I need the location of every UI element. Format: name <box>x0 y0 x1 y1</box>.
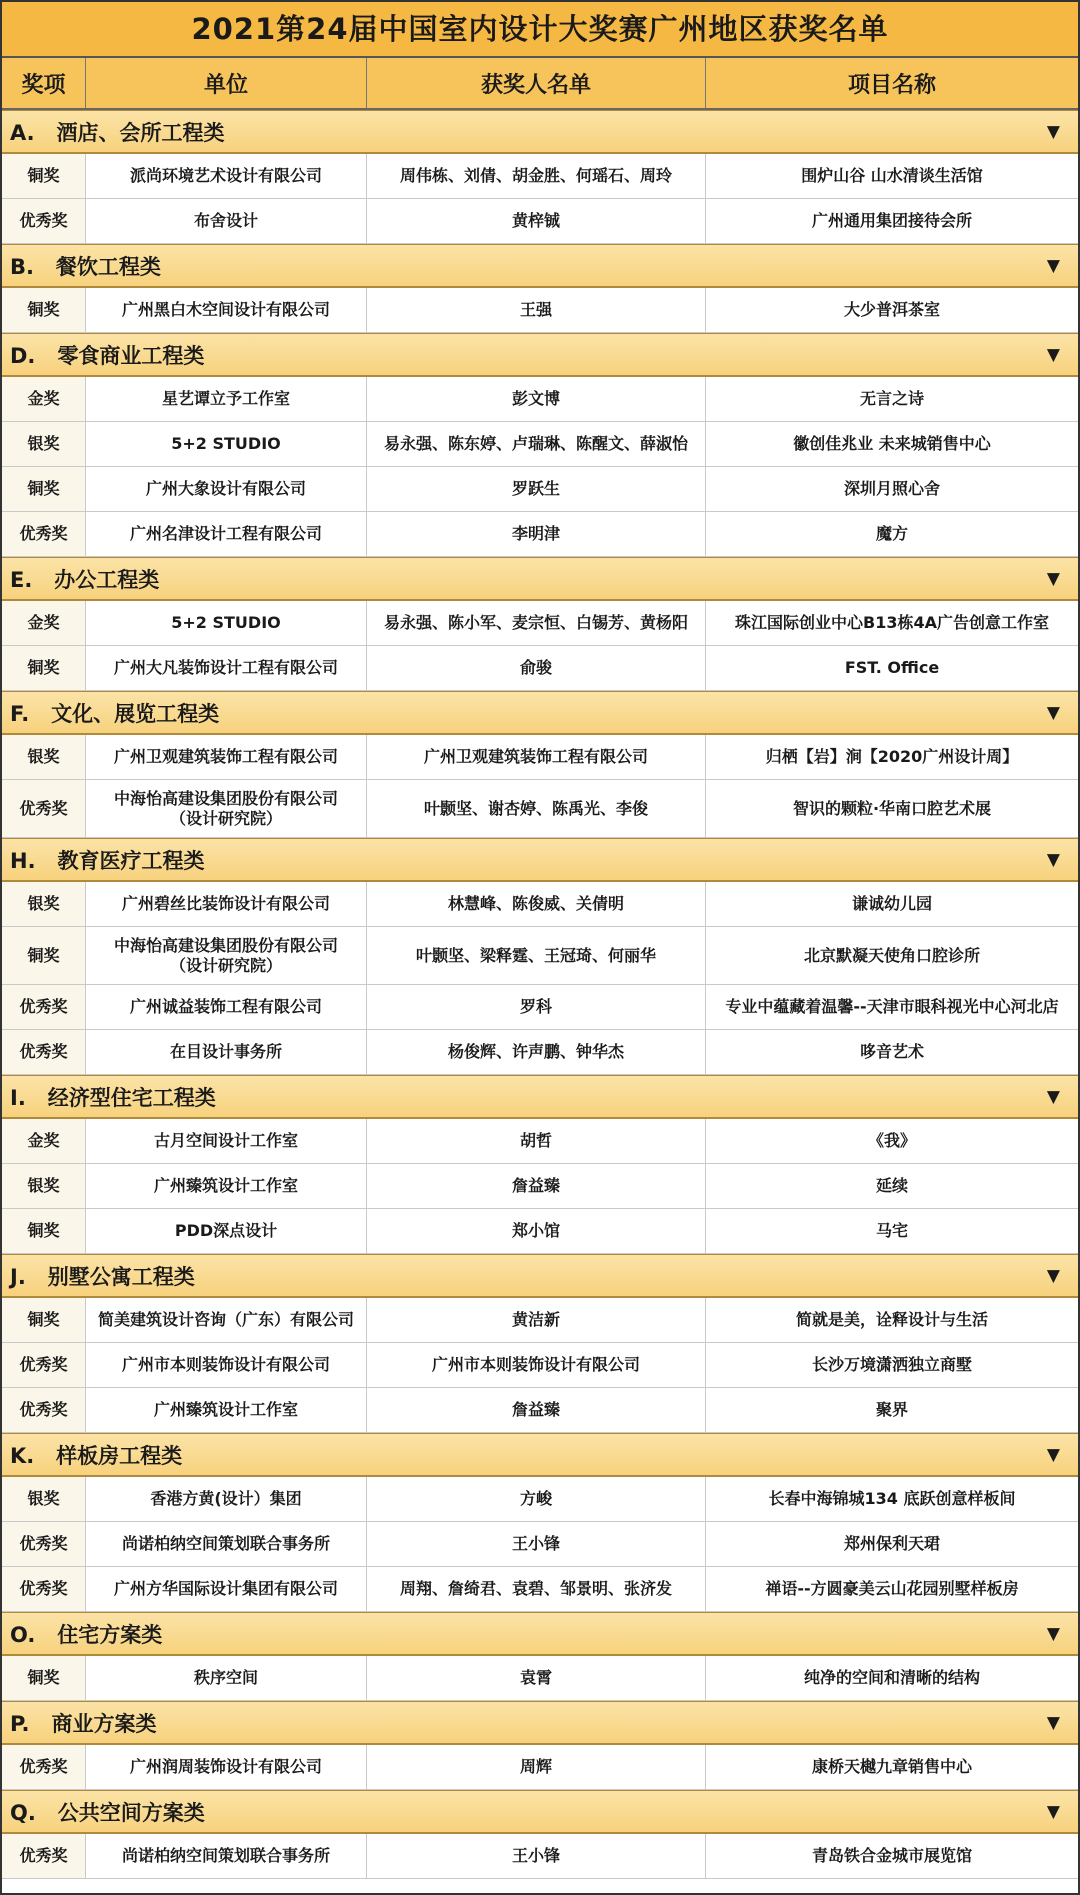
category-label: H. 教育医疗工程类 <box>10 848 205 873</box>
award-cell: 优秀奖 <box>2 512 86 556</box>
project-cell: 专业中蕴藏着温馨--天津市眼科视光中心河北店 <box>725 997 1059 1016</box>
project-cell: 《我》 <box>867 1131 916 1150</box>
table-row <box>2 154 1078 199</box>
winners-cell: 周伟栋、刘倩、胡金胜、何瑶石、周玲 <box>367 154 706 198</box>
project-cell: 大少普洱茶室 <box>843 300 940 319</box>
project-cell: 谦诚幼儿园 <box>851 894 932 913</box>
category-label: J. 别墅公寓工程类 <box>10 1264 195 1289</box>
unit-cell: 星艺谭立予工作室 <box>86 377 367 421</box>
award-cell: 铜奖 <box>2 154 86 198</box>
chevron-down-icon[interactable]: ▼ <box>1046 1444 1060 1465</box>
winners-cell: 叶颢坚、梁释霆、王冠琦、何丽华 <box>367 927 706 984</box>
project-cell: 广州通用集团接待会所 <box>811 211 972 230</box>
winners-cell: 周辉 <box>367 1745 706 1789</box>
header-award: 奖项 <box>2 58 86 108</box>
project-cell: FST. Office <box>844 658 940 677</box>
project-cell: 归栖【岩】涧【2020广州设计周】 <box>765 747 1019 766</box>
category-header[interactable] <box>2 1701 1078 1745</box>
project-cell: 长沙万境潇洒独立商墅 <box>811 1355 972 1374</box>
table-row <box>2 780 1078 838</box>
category-header[interactable] <box>2 557 1078 601</box>
category-header[interactable] <box>2 1075 1078 1119</box>
chevron-down-icon[interactable]: ▼ <box>1046 121 1060 142</box>
table-row <box>2 1119 1078 1164</box>
unit-cell: 广州臻筑设计工作室 <box>86 1164 367 1208</box>
award-cell: 优秀奖 <box>2 1388 86 1432</box>
category-header[interactable] <box>2 333 1078 377</box>
table-row <box>2 512 1078 557</box>
unit-cell: 广州润周装饰设计有限公司 <box>86 1745 367 1789</box>
award-cell: 铜奖 <box>2 288 86 332</box>
table-row <box>2 1209 1078 1254</box>
award-cell: 银奖 <box>2 422 86 466</box>
category-header[interactable] <box>2 110 1078 154</box>
winners-cell: 罗跃生 <box>367 467 706 511</box>
table-row <box>2 1298 1078 1343</box>
category-header[interactable] <box>2 1254 1078 1298</box>
unit-cell: 广州卫观建筑装饰工程有限公司 <box>86 735 367 779</box>
award-cell: 优秀奖 <box>2 1343 86 1387</box>
unit-cell: PDD深点设计 <box>86 1209 367 1253</box>
award-cell: 铜奖 <box>2 467 86 511</box>
chevron-down-icon[interactable]: ▼ <box>1046 344 1060 365</box>
category-header[interactable] <box>2 691 1078 735</box>
chevron-down-icon[interactable]: ▼ <box>1046 1801 1060 1822</box>
unit-cell: 在目设计事务所 <box>86 1030 367 1074</box>
project-cell: 徽创佳兆业 未来城销售中心 <box>793 434 991 453</box>
table-row <box>2 1030 1078 1075</box>
project-cell: 延续 <box>875 1176 908 1195</box>
category-header[interactable] <box>2 1433 1078 1477</box>
unit-cell: 广州市本则装饰设计有限公司 <box>86 1343 367 1387</box>
award-cell: 优秀奖 <box>2 985 86 1029</box>
unit-cell: 古月空间设计工作室 <box>86 1119 367 1163</box>
award-cell: 银奖 <box>2 1477 86 1521</box>
unit-cell: 广州诚益装饰工程有限公司 <box>86 985 367 1029</box>
category-label: P. 商业方案类 <box>10 1711 157 1736</box>
unit-cell: 广州大凡装饰设计工程有限公司 <box>86 646 367 690</box>
award-cell: 金奖 <box>2 601 86 645</box>
award-cell: 银奖 <box>2 1164 86 1208</box>
table-row <box>2 288 1078 333</box>
chevron-down-icon[interactable]: ▼ <box>1046 702 1060 723</box>
project-cell: 纯净的空间和清晰的结构 <box>803 1668 980 1687</box>
table-row <box>2 1656 1078 1701</box>
unit-cell: 广州名津设计工程有限公司 <box>86 512 367 556</box>
table-body <box>2 110 1078 1879</box>
category-label: Q. 公共空间方案类 <box>10 1800 205 1825</box>
winners-cell: 袁霄 <box>367 1656 706 1700</box>
unit-cell: 广州方华国际设计集团有限公司 <box>86 1567 367 1611</box>
chevron-down-icon[interactable]: ▼ <box>1046 255 1060 276</box>
winners-cell: 黄梓铖 <box>367 199 706 243</box>
category-label: B. 餐饮工程类 <box>10 254 161 279</box>
project-cell: 简就是美，诠释设计与生活 <box>795 1310 988 1329</box>
table-row <box>2 985 1078 1030</box>
table-row <box>2 1343 1078 1388</box>
winners-cell: 广州卫观建筑装饰工程有限公司 <box>367 735 706 779</box>
project-cell: 禅语--方圆豪美云山花园别墅样板房 <box>765 1579 1019 1598</box>
unit-cell: 简美建筑设计咨询（广东）有限公司 <box>86 1298 367 1342</box>
winners-cell: 王小锋 <box>367 1522 706 1566</box>
winners-cell: 方峻 <box>367 1477 706 1521</box>
winners-cell: 詹益臻 <box>367 1164 706 1208</box>
chevron-down-icon[interactable]: ▼ <box>1046 568 1060 589</box>
winners-cell: 郑小馆 <box>367 1209 706 1253</box>
award-cell: 铜奖 <box>2 1298 86 1342</box>
category-header[interactable] <box>2 838 1078 882</box>
unit-cell: 中海怡高建设集团股份有限公司 （设计研究院） <box>86 927 367 984</box>
table-row <box>2 735 1078 780</box>
award-cell: 铜奖 <box>2 1209 86 1253</box>
unit-cell: 广州黑白木空间设计有限公司 <box>86 288 367 332</box>
award-cell: 优秀奖 <box>2 1567 86 1611</box>
category-label: D. 零食商业工程类 <box>10 343 205 368</box>
project-cell: 郑州保利天珺 <box>843 1534 940 1553</box>
winners-cell: 李明津 <box>367 512 706 556</box>
category-header[interactable] <box>2 1612 1078 1656</box>
project-cell: 聚界 <box>875 1400 908 1419</box>
award-cell: 优秀奖 <box>2 1745 86 1789</box>
page-title: 2021第24届中国室内设计大奖赛广州地区获奖名单 <box>2 2 1078 58</box>
category-header[interactable] <box>2 1790 1078 1834</box>
category-header[interactable] <box>2 244 1078 288</box>
award-cell: 优秀奖 <box>2 199 86 243</box>
category-label: O. 住宅方案类 <box>10 1622 163 1647</box>
unit-cell: 广州大象设计有限公司 <box>86 467 367 511</box>
category-label: F. 文化、展览工程类 <box>10 701 220 726</box>
unit-cell: 5+2 STUDIO <box>86 422 367 466</box>
award-cell: 铜奖 <box>2 1656 86 1700</box>
winners-cell: 詹益臻 <box>367 1388 706 1432</box>
winners-cell: 胡哲 <box>367 1119 706 1163</box>
project-cell: 哆音艺术 <box>859 1042 924 1061</box>
winners-cell: 林慧峰、陈俊威、关倩明 <box>367 882 706 926</box>
unit-cell: 5+2 STUDIO <box>86 601 367 645</box>
award-cell: 铜奖 <box>2 646 86 690</box>
project-cell: 青岛铁合金城市展览馆 <box>811 1846 972 1865</box>
winners-cell: 王强 <box>367 288 706 332</box>
unit-cell: 秩序空间 <box>86 1656 367 1700</box>
project-cell: 无言之诗 <box>859 389 924 408</box>
unit-cell: 布舍设计 <box>86 199 367 243</box>
unit-cell: 尚诺柏纳空间策划联合事务所 <box>86 1834 367 1878</box>
award-cell: 优秀奖 <box>2 1834 86 1878</box>
table-row <box>2 199 1078 244</box>
unit-cell: 广州碧丝比装饰设计有限公司 <box>86 882 367 926</box>
header-project: 项目名称 <box>847 72 936 98</box>
category-label: E. 办公工程类 <box>10 567 160 592</box>
unit-cell: 广州臻筑设计工作室 <box>86 1388 367 1432</box>
project-cell: 长春中海锦城134 底跃创意样板间 <box>768 1489 1016 1508</box>
project-cell: 珠江国际创业中心B13栋4A广告创意工作室 <box>735 613 1049 632</box>
award-cell: 金奖 <box>2 1119 86 1163</box>
table-row <box>2 1745 1078 1790</box>
table-row <box>2 1388 1078 1433</box>
award-cell: 铜奖 <box>2 927 86 984</box>
table-row <box>2 1522 1078 1567</box>
table-row <box>2 467 1078 512</box>
category-label: K. 样板房工程类 <box>10 1443 183 1468</box>
award-cell: 优秀奖 <box>2 780 86 837</box>
project-cell: 北京默凝天使角口腔诊所 <box>803 945 980 965</box>
table-row <box>2 927 1078 985</box>
unit-cell: 中海怡高建设集团股份有限公司 （设计研究院） <box>86 780 367 837</box>
table-row <box>2 646 1078 691</box>
project-cell: 智识的颗粒·华南口腔艺术展 <box>792 798 992 818</box>
winners-cell: 周翔、詹绮君、袁碧、邹景明、张济发 <box>367 1567 706 1611</box>
award-cell: 金奖 <box>2 377 86 421</box>
table-row <box>2 1567 1078 1612</box>
unit-cell: 香港方黄(设计）集团 <box>86 1477 367 1521</box>
project-cell: 围炉山谷 山水清谈生活馆 <box>801 166 983 185</box>
winners-cell: 杨俊辉、许声鹏、钟华杰 <box>367 1030 706 1074</box>
table-row <box>2 377 1078 422</box>
winners-cell: 黄洁新 <box>367 1298 706 1342</box>
winners-cell: 叶颢坚、谢杏婷、陈禹光、李俊 <box>367 780 706 837</box>
winners-cell: 易永强、陈东婷、卢瑞琳、陈醒文、薛淑怡 <box>367 422 706 466</box>
header-unit: 单位 <box>86 58 367 108</box>
table-row <box>2 601 1078 646</box>
award-cell: 优秀奖 <box>2 1522 86 1566</box>
winners-cell: 彭文博 <box>367 377 706 421</box>
project-cell: 康桥天樾九章销售中心 <box>811 1757 972 1776</box>
project-cell: 魔方 <box>875 524 908 543</box>
chevron-down-icon[interactable]: ▼ <box>1046 1712 1060 1733</box>
chevron-down-icon[interactable]: ▼ <box>1046 1086 1060 1107</box>
winners-cell: 易永强、陈小军、麦宗恒、白锡芳、黄杨阳 <box>367 601 706 645</box>
table-row <box>2 1164 1078 1209</box>
project-cell: 深圳月照心舍 <box>843 479 940 498</box>
chevron-down-icon[interactable]: ▼ <box>1046 1265 1060 1286</box>
project-cell: 马宅 <box>875 1221 908 1240</box>
chevron-down-icon[interactable]: ▼ <box>1046 849 1060 870</box>
unit-cell: 派尚环境艺术设计有限公司 <box>86 154 367 198</box>
category-label: A. 酒店、会所工程类 <box>10 120 225 145</box>
table-header <box>2 58 1078 110</box>
winners-cell: 王小锋 <box>367 1834 706 1878</box>
table-row <box>2 1477 1078 1522</box>
table-row <box>2 882 1078 927</box>
winners-cell: 罗科 <box>367 985 706 1029</box>
winners-cell: 广州市本则装饰设计有限公司 <box>367 1343 706 1387</box>
award-cell: 优秀奖 <box>2 1030 86 1074</box>
winners-cell: 俞骏 <box>367 646 706 690</box>
table-row <box>2 422 1078 467</box>
table-row <box>2 1834 1078 1879</box>
award-cell: 银奖 <box>2 735 86 779</box>
category-label: I. 经济型住宅工程类 <box>10 1085 216 1110</box>
unit-cell: 尚诺柏纳空间策划联合事务所 <box>86 1522 367 1566</box>
award-cell: 银奖 <box>2 882 86 926</box>
header-winners: 获奖人名单 <box>367 58 706 108</box>
chevron-down-icon[interactable]: ▼ <box>1046 1623 1060 1644</box>
